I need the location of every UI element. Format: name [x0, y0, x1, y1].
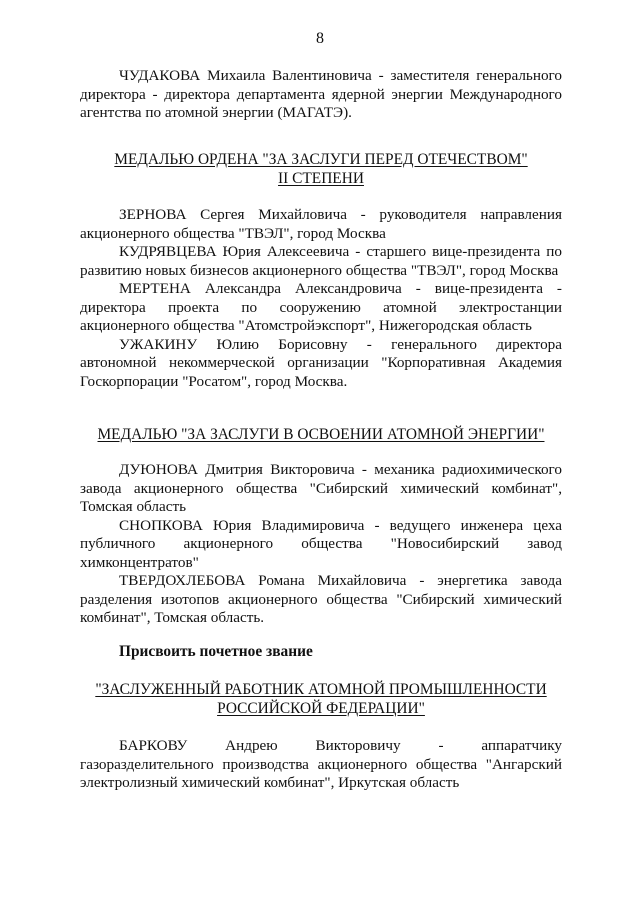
person-name: КУДРЯВЦЕВА Юрия Алексеевича	[119, 243, 350, 260]
award-heading	[80, 150, 562, 188]
person-position: - энергетика завода разделения изотопов акционерного общества "Сибирский химический комбинат", Томская область.	[80, 572, 562, 626]
award-entry	[80, 461, 562, 517]
person-position: - заместителя генерального директора - директора департамента ядерной энергии Международного агентства по атомной энергии (МАГАТЭ).	[80, 67, 562, 121]
person-position: - вице-президента - директора проекта по сооружению атомной электростанции акционерного общества "Атомстройэкспорт", Нижегородская область	[80, 280, 562, 334]
person-name: СНОПКОВА Юрия Владимировича	[119, 516, 365, 534]
person-name: МЕРТЕНА Александра Александровича	[119, 280, 402, 297]
person-name: ТВЕРДОХЛЕБОВА Романа Михайловича	[119, 572, 407, 589]
award-heading-line: МЕДАЛЬЮ ОРДЕНА "ЗА ЗАСЛУГИ ПЕРЕД ОТЕЧЕСТВОМ"	[114, 151, 528, 168]
person-name: УЖАКИНУ Юлию Борисовну	[119, 335, 348, 353]
award-heading-line: II СТЕПЕНИ	[278, 170, 364, 187]
person-name: ЗЕРНОВА Сергея Михайловича	[119, 206, 347, 223]
person-name: ДУЮНОВА Дмитрия Викторовича	[119, 461, 355, 478]
award-entry	[80, 737, 562, 793]
award-entries	[80, 737, 562, 793]
person-position: - старшего вице-президента по развитию новых бизнесов акционерного общества "ТВЭЛ", город Москва	[80, 243, 562, 279]
award-heading-line: МЕДАЛЬЮ "ЗА ЗАСЛУГИ В ОСВОЕНИИ АТОМНОЙ ЭНЕРГИИ"	[97, 426, 545, 443]
award-entry	[80, 243, 562, 280]
person-position: - генерального директора автономной некоммерческой организации "Корпоративная Академия Госкорпорации "Росатом", город Москва.	[80, 335, 562, 390]
award-heading-line: РОССИЙСКОЙ ФЕДЕРАЦИИ"	[217, 700, 425, 717]
award-heading	[80, 680, 562, 718]
page-number: 8	[316, 30, 324, 47]
person-position: - ведущего инженера цеха публичного акционерного общества "Новосибирский завод химконцентратов"	[80, 516, 562, 571]
award-entry	[80, 336, 562, 392]
intro-paragraph	[80, 67, 562, 123]
award-entry	[80, 517, 562, 573]
person-name: ЧУДАКОВА Михаила Валентиновича	[119, 67, 372, 84]
award-heading-line: "ЗАСЛУЖЕННЫЙ РАБОТНИК АТОМНОЙ ПРОМЫШЛЕННОСТИ	[95, 681, 547, 698]
assign-title-label: Присвоить почетное звание	[119, 643, 313, 660]
award-entry	[80, 572, 562, 628]
person-position: - руководителя направления акционерного общества "ТВЭЛ", город Москва	[80, 206, 562, 242]
person-position: - механика радиохимического завода акционерного общества "Сибирский химический комбинат", Томская область	[80, 461, 563, 515]
award-entries	[80, 206, 562, 391]
person-name: БАРКОВУ Андрею Викторовичу	[119, 737, 401, 754]
award-entry	[80, 280, 562, 336]
award-heading	[80, 425, 562, 444]
person-position: - аппаратчику газоразделительного производства акционерного общества "Ангарский электролизный химический комбинат", Иркутская область	[80, 737, 563, 791]
award-entries	[80, 461, 562, 628]
award-entry	[80, 206, 562, 243]
award-entry	[80, 67, 562, 123]
